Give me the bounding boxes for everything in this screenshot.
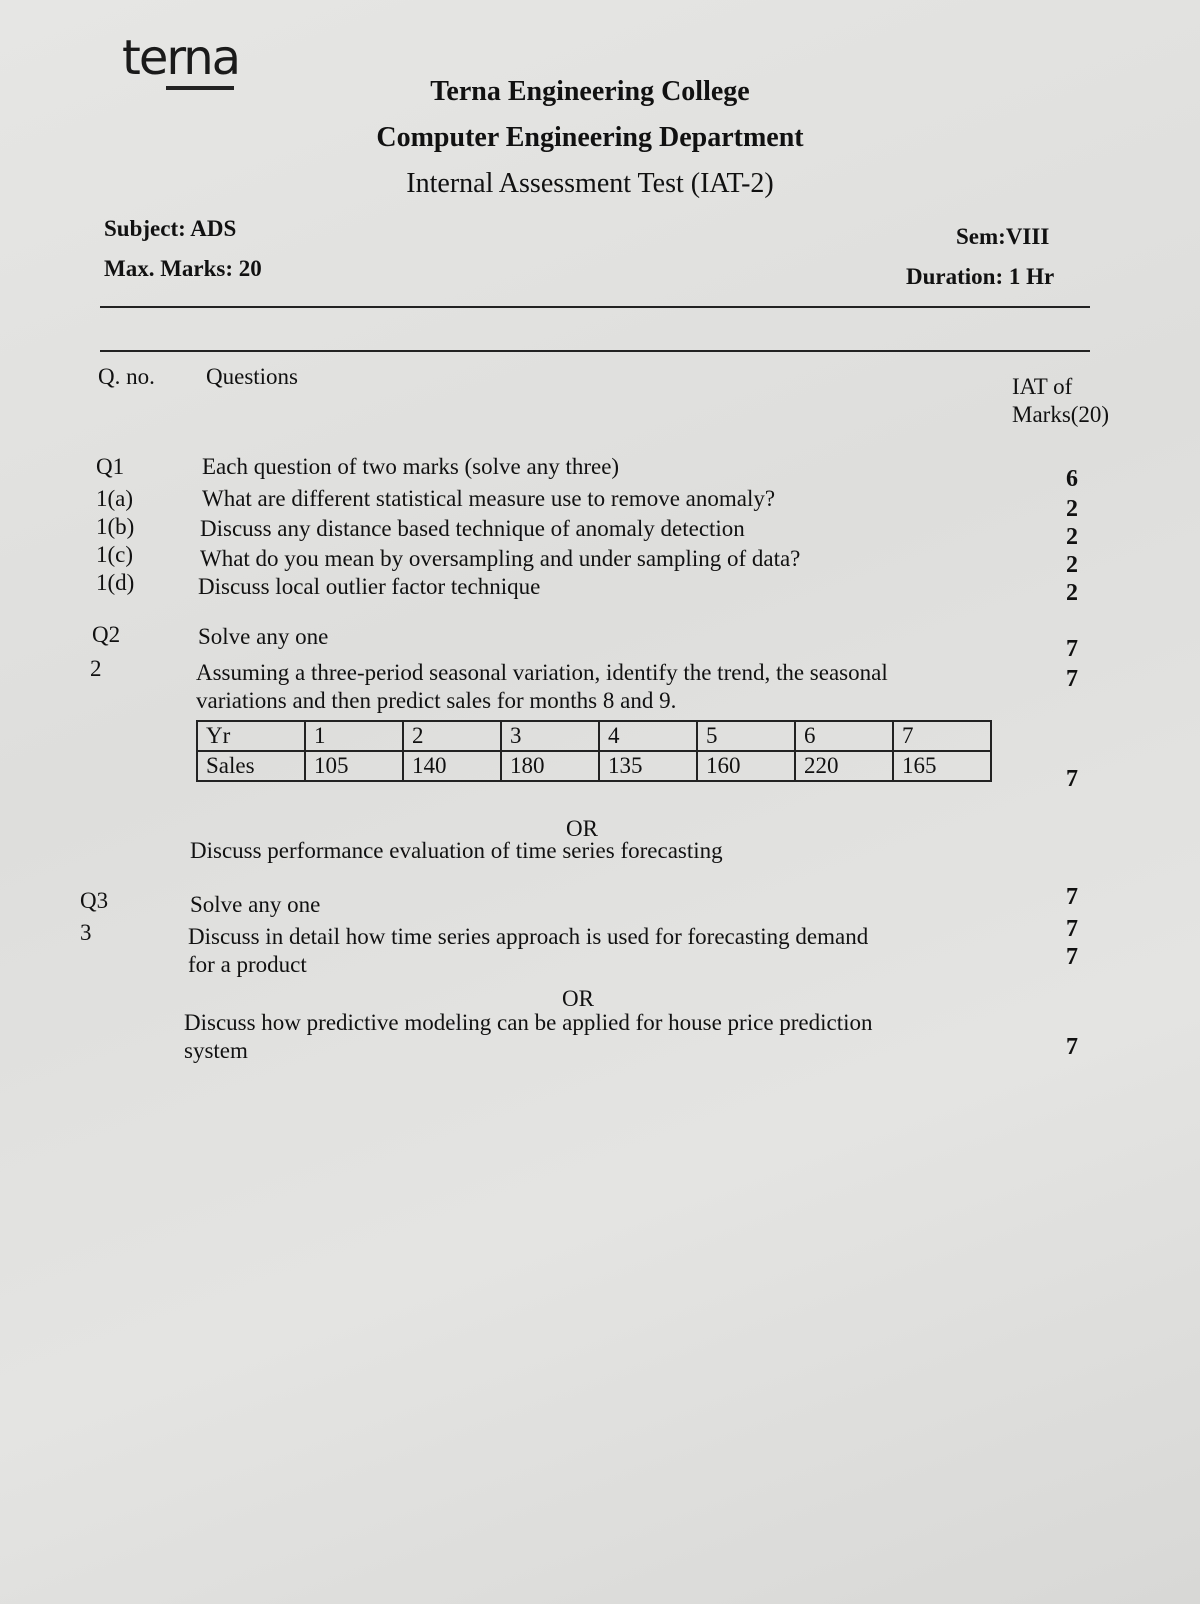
- table-cell: 165: [893, 751, 991, 781]
- q1c-number: 1(c): [96, 542, 134, 567]
- header-rule-top: [100, 306, 1090, 308]
- table-cell: 6: [795, 721, 893, 751]
- table-cell: 3: [501, 721, 599, 751]
- table-cell: 220: [795, 751, 893, 781]
- q2-marks: 7: [1066, 636, 1078, 662]
- test-title: Internal Assessment Test (IAT-2): [406, 168, 774, 199]
- q1a-marks: 2: [1066, 496, 1078, 522]
- table-cell: 4: [599, 721, 697, 751]
- q3-sub-number: 3: [80, 920, 92, 945]
- marks-column-header-line1: IAT of: [1012, 374, 1073, 399]
- q2a-text-line2: variations and then predict sales for months 8 and 9.: [196, 688, 677, 713]
- q3b-marks: 7: [1066, 1034, 1078, 1060]
- q3-number: Q3: [80, 888, 109, 913]
- q1b-marks: 2: [1066, 524, 1078, 550]
- table-row-sales: [197, 751, 991, 781]
- q1-instruction: Each question of two marks (solve any three): [202, 454, 620, 479]
- q3-marks: 7: [1066, 884, 1078, 910]
- table-cell: Sales: [197, 751, 305, 781]
- table-cell: 7: [893, 721, 991, 751]
- q1a-text: What are different statistical measure use to remove anomaly?: [202, 486, 776, 511]
- q2-number: Q2: [92, 622, 121, 647]
- q3a-text-line1: Discuss in detail how time series approach is used for forecasting demand: [188, 924, 869, 949]
- q1d-number: 1(d): [96, 570, 135, 595]
- subject-label: Subject: ADS: [104, 216, 237, 241]
- table-cell: 140: [403, 751, 501, 781]
- q2-sub-number: 2: [90, 656, 102, 681]
- header-rule-bottom: [100, 350, 1090, 352]
- q1c-marks: 2: [1066, 552, 1078, 578]
- college-name: Terna Engineering College: [430, 76, 750, 107]
- q2-or-separator: OR: [566, 816, 598, 841]
- logo-text: terna: [122, 30, 240, 86]
- q1a-number: 1(a): [96, 486, 134, 511]
- q1d-text: Discuss local outlier factor technique: [198, 574, 541, 599]
- q3b-text-line1: Discuss how predictive modeling can be applied for house price prediction: [184, 1010, 873, 1035]
- q1d-marks: 2: [1066, 580, 1078, 606]
- q2-table-marks: 7: [1066, 766, 1078, 792]
- q1-number: Q1: [96, 454, 125, 479]
- department-name: Computer Engineering Department: [376, 122, 804, 153]
- table-cell: 135: [599, 751, 697, 781]
- q3-or-separator: OR: [562, 986, 594, 1011]
- table-cell: 105: [305, 751, 403, 781]
- q1b-text: Discuss any distance based technique of anomaly detection: [200, 516, 745, 541]
- q2-instruction: Solve any one: [198, 624, 329, 649]
- q2b-text: Discuss performance evaluation of time series forecasting: [190, 838, 723, 863]
- questions-column-header: Questions: [206, 364, 298, 389]
- table-cell: 2: [403, 721, 501, 751]
- max-marks-label: Max. Marks: 20: [104, 256, 262, 281]
- q2a-text-line1: Assuming a three-period seasonal variation, identify the trend, the seasonal: [196, 660, 888, 685]
- qno-column-header: Q. no.: [98, 364, 155, 389]
- q3b-text-line2: system: [184, 1038, 248, 1063]
- q3-instruction: Solve any one: [190, 892, 321, 917]
- table-row-year: [197, 721, 991, 751]
- q3a-marks-1: 7: [1066, 916, 1078, 942]
- q2a-marks: 7: [1066, 666, 1078, 692]
- table-cell: 5: [697, 721, 795, 751]
- marks-column-header-line2: Marks(20): [1012, 402, 1110, 427]
- duration-label: Duration: 1 Hr: [906, 264, 1055, 289]
- q1c-text: What do you mean by oversampling and under sampling of data?: [200, 546, 801, 571]
- table-cell: 1: [305, 721, 403, 751]
- table-cell: 180: [501, 751, 599, 781]
- table-cell: 160: [697, 751, 795, 781]
- q1-marks: 6: [1066, 466, 1078, 492]
- q3a-text-line2: for a product: [188, 952, 307, 977]
- table-cell: Yr: [197, 721, 305, 751]
- q3a-marks-2: 7: [1066, 944, 1078, 970]
- sales-table: [196, 720, 992, 782]
- q1b-number: 1(b): [96, 514, 135, 539]
- semester-label: Sem:VIII: [956, 224, 1050, 249]
